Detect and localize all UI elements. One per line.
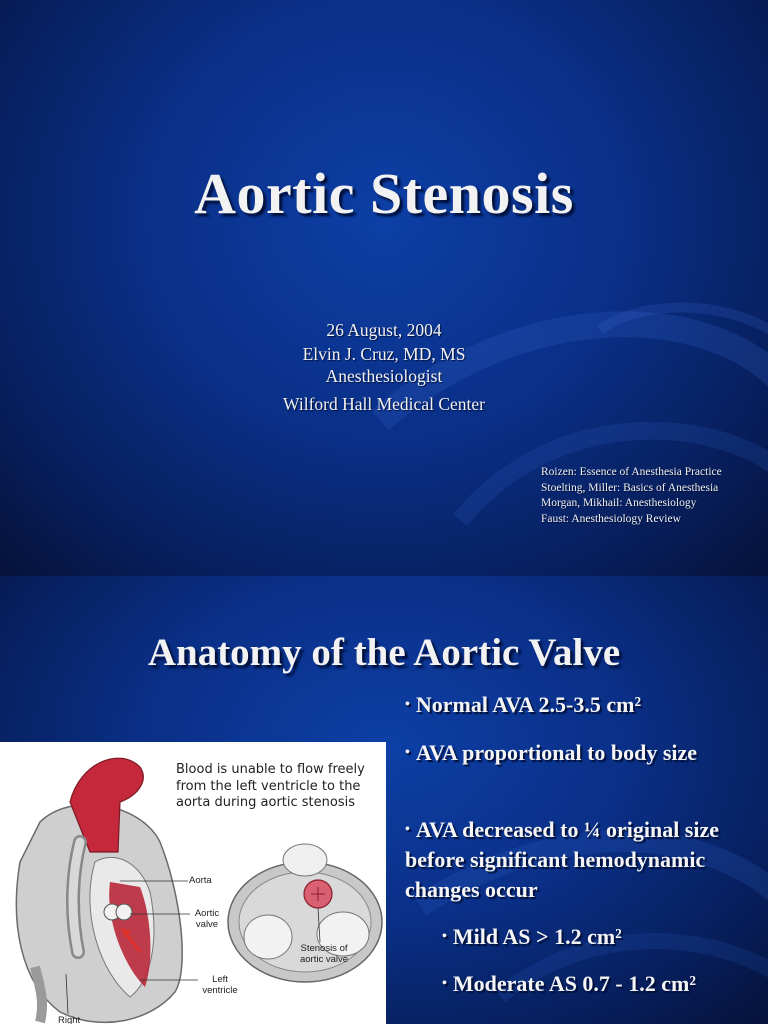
presentation-date: 26 August, 2004 (326, 320, 442, 340)
sub-bullet-item: • Moderate AS 0.7 - 1.2 cm² (442, 971, 696, 996)
presenter-role: Anesthesiologist (325, 366, 443, 386)
label-aortic-valve: Aortic valve (194, 908, 220, 930)
label-aorta: Aorta (189, 875, 212, 886)
references-list (541, 465, 722, 528)
bullet-dot-icon: • (405, 822, 410, 837)
slide-title: Anatomy of the Aortic Valve (147, 631, 621, 674)
reference-item: Morgan, Mikhail: Anesthesiology (541, 497, 697, 510)
label-left-ventricle: Left ventricle (202, 974, 238, 996)
label-right: Right (58, 1015, 81, 1024)
sub-bullet-item: • Mild AS > 1.2 cm² (442, 924, 622, 949)
label-stenosis: Stenosis of aortic valve (299, 943, 349, 965)
bullet-dot-icon: • (442, 929, 447, 944)
reference-item: Stoelting, Miller: Basics of Anesthesia (541, 481, 719, 494)
bullet-item: • AVA proportional to body size (405, 740, 698, 765)
bullet-dot-icon: • (405, 697, 410, 712)
institution: Wilford Hall Medical Center (283, 394, 485, 414)
presenter-name: Elvin J. Cruz, MD, MS (302, 344, 466, 364)
bullet-dot-icon: • (442, 976, 447, 991)
bullet-item: • Normal AVA 2.5-3.5 cm² (405, 692, 642, 717)
reference-item: Roizen: Essence of Anesthesia Practice (541, 466, 722, 478)
bullet-dot-icon: • (405, 745, 410, 760)
anatomy-slide (0, 576, 768, 1024)
bullet-item: • AVA decreased to ¼ original size before significant hemodynamic changes occur (405, 817, 720, 902)
slide-title: Aortic Stenosis (194, 161, 574, 226)
illustration-caption: Blood is unable to flow freely from the left ventricle to the aorta during aortic stenosis (176, 762, 365, 810)
reference-item: Faust: Anesthesiology Review (541, 513, 681, 526)
heart-illustration (0, 742, 386, 1024)
